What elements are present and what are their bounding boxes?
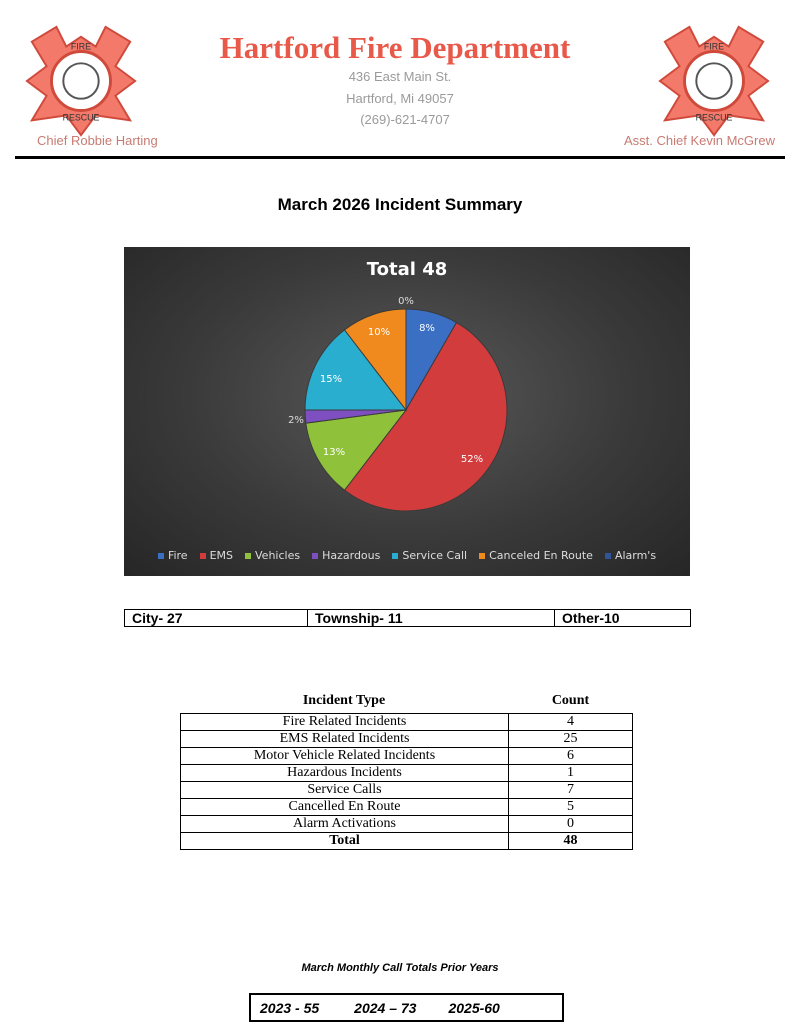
location-breakdown	[124, 609, 691, 627]
legend-item	[312, 549, 380, 562]
report-title: March 2026 Incident Summary	[277, 195, 523, 214]
incident-type: Motor Vehicle Related Incidents	[181, 748, 509, 765]
legend-swatch-icon	[158, 553, 164, 559]
table-row	[181, 731, 633, 748]
legend-swatch-icon	[392, 553, 398, 559]
data-label: 15%	[319, 374, 343, 385]
table-row	[181, 799, 633, 816]
prior-years-title: March Monthly Call Totals Prior Years	[301, 962, 499, 974]
prior-2023: 2023 - 55	[260, 999, 320, 1016]
chart-title: Total 48	[366, 259, 448, 280]
legend-label: EMS	[209, 549, 234, 562]
data-label: 2%	[288, 415, 304, 426]
total-label: Total	[181, 833, 509, 850]
legend-item	[158, 549, 188, 562]
prior-2024: 2024 – 73	[354, 999, 417, 1016]
table-row	[181, 748, 633, 765]
incident-count: 4	[509, 714, 633, 731]
legend-swatch-icon	[605, 553, 611, 559]
incident-count: 5	[509, 799, 633, 816]
city-count: City- 27	[125, 610, 308, 626]
incident-count: 0	[509, 816, 633, 833]
header-divider	[15, 156, 785, 159]
table-row	[181, 816, 633, 833]
incident-count: 25	[509, 731, 633, 748]
department-title: Hartford Fire Department	[219, 30, 571, 65]
svg-text:RESCUE: RESCUE	[62, 112, 100, 123]
legend-swatch-icon	[200, 553, 206, 559]
legend-item	[479, 549, 593, 562]
legend-label: Hazardous	[322, 549, 381, 562]
svg-text:FIRE: FIRE	[70, 41, 92, 52]
incident-count: 1	[509, 765, 633, 782]
incident-pie-chart	[124, 247, 690, 576]
legend-item	[392, 549, 467, 562]
chart-legend	[124, 549, 690, 562]
legend-swatch-icon	[245, 553, 251, 559]
legend-label: Fire	[167, 549, 188, 562]
incident-type: Alarm Activations	[181, 816, 509, 833]
incident-type: Hazardous Incidents	[181, 765, 509, 782]
table-row	[181, 765, 633, 782]
chief-name: Chief Robbie Harting	[37, 133, 158, 148]
svg-text:RESCUE: RESCUE	[695, 112, 733, 123]
legend-label: Alarm's	[614, 549, 657, 562]
incident-type: Cancelled En Route	[181, 799, 509, 816]
other-count: Other-10	[562, 610, 620, 626]
svg-text:FIRE: FIRE	[703, 41, 725, 52]
address-line2: Hartford, Mi 49057	[346, 91, 454, 106]
asst-chief-name: Asst. Chief Kevin McGrew	[624, 133, 775, 148]
total-count: 48	[509, 833, 633, 850]
data-label: 0%	[398, 296, 414, 307]
legend-item	[605, 549, 656, 562]
total-row	[181, 833, 633, 850]
data-label: 10%	[367, 327, 391, 338]
legend-label: Canceled En Route	[489, 549, 593, 562]
legend-swatch-icon	[312, 553, 318, 559]
incident-count: 7	[509, 782, 633, 799]
township-count: Township- 11	[308, 610, 555, 626]
legend-label: Vehicles	[255, 549, 301, 562]
data-label: 52%	[460, 454, 484, 465]
incident-type: Fire Related Incidents	[181, 714, 509, 731]
incident-type-table	[180, 693, 633, 850]
pie-svg	[124, 247, 690, 576]
col-count: Count	[551, 693, 590, 708]
legend-label: Service Call	[402, 549, 468, 562]
incident-type: Service Calls	[181, 782, 509, 799]
data-label: 13%	[322, 447, 346, 458]
data-label: 8%	[419, 323, 435, 334]
address-line1: 436 East Main St.	[348, 69, 452, 84]
incident-count: 6	[509, 748, 633, 765]
table-row	[181, 782, 633, 799]
table-row	[181, 714, 633, 731]
phone: (269)-621-4707	[360, 112, 450, 127]
legend-item	[245, 549, 300, 562]
prior-years-box	[249, 993, 564, 1022]
legend-item	[200, 549, 233, 562]
col-incident-type: Incident Type	[302, 693, 386, 708]
incident-type: EMS Related Incidents	[181, 731, 509, 748]
legend-swatch-icon	[479, 553, 485, 559]
prior-2025: 2025-60	[448, 999, 500, 1016]
